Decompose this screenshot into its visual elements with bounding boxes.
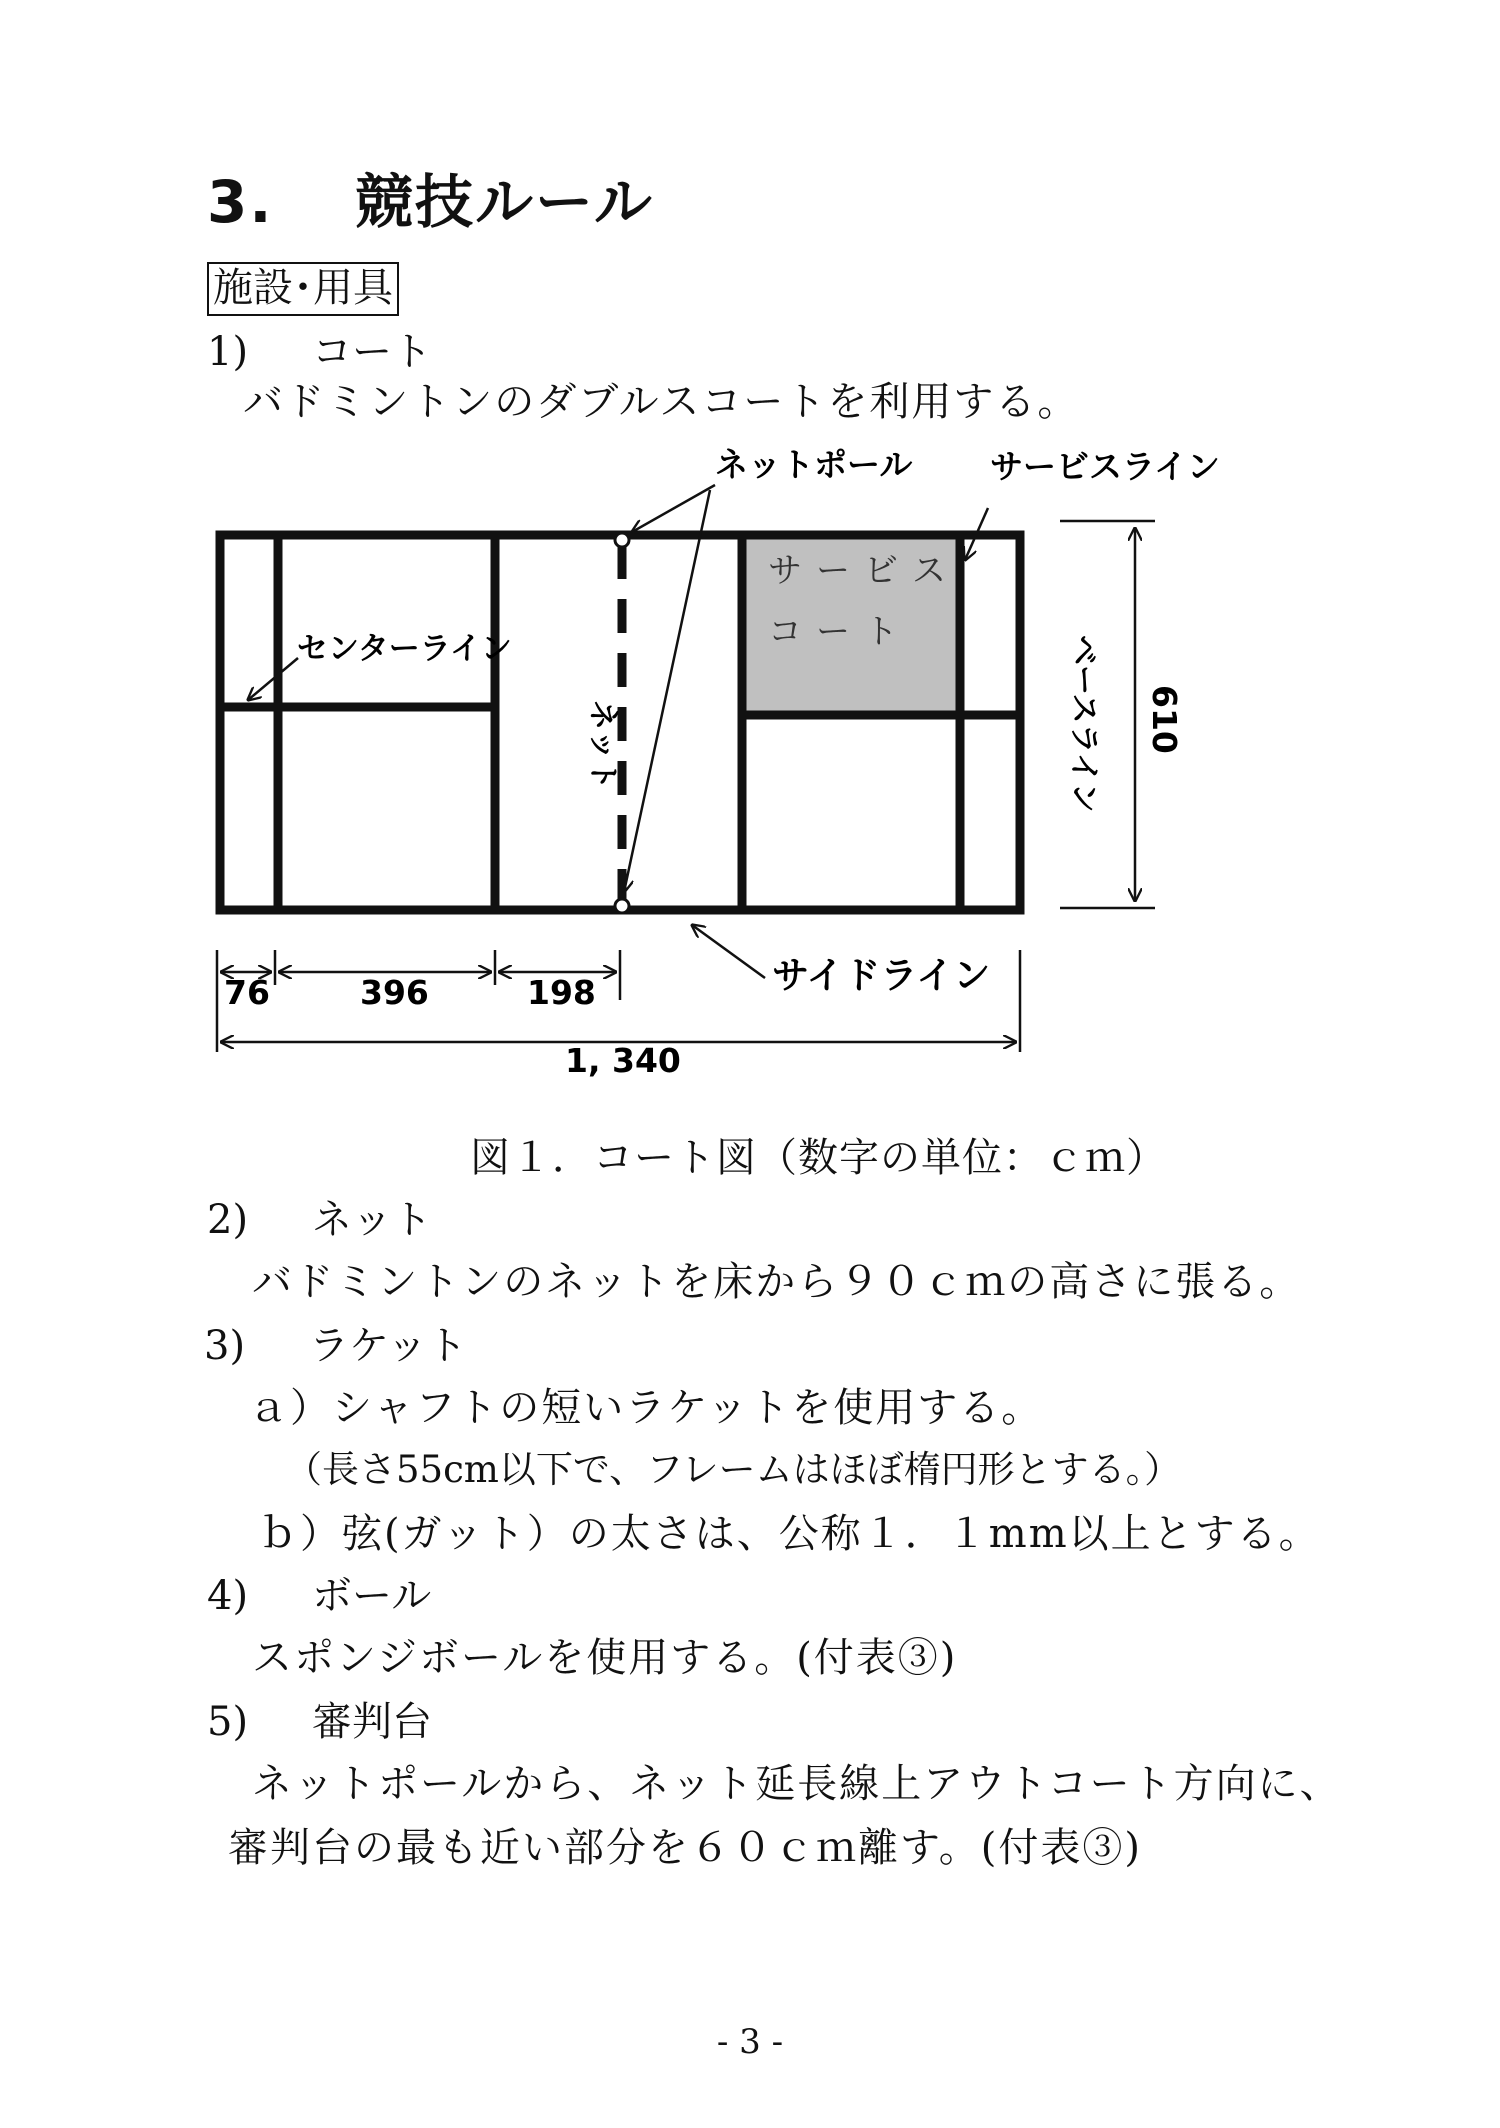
section-heading	[207, 155, 654, 239]
subsection-title: 審判台	[312, 1699, 432, 1745]
subsection-court-heading	[207, 328, 432, 376]
base-line-label: ベースライン	[1066, 635, 1101, 813]
dim-76: 76	[224, 973, 270, 1012]
dim-396: 396	[360, 973, 429, 1012]
subsection-umpire-chair-heading	[207, 1698, 432, 1746]
net-label: ネット	[585, 700, 620, 790]
court-description: バドミントンのダブルスコートを利用する。	[243, 379, 1080, 425]
section-title: 競技ルール	[355, 168, 654, 236]
subsection-number: 4)	[207, 1573, 249, 1619]
racket-rule-b: ｂ）弦(ガット）の太さは、公称１．１mm以上とする。	[258, 1511, 1321, 1557]
center-line-label: センターライン	[297, 631, 512, 667]
court-diagram	[0, 440, 1500, 1100]
ball-description: スポンジボールを使用する。(付表③)	[252, 1635, 958, 1681]
subsection-title: ボール	[312, 1573, 432, 1619]
subsection-number: 2)	[207, 1197, 249, 1243]
net-pole-top	[615, 533, 629, 547]
height-value: 610	[1145, 685, 1184, 754]
subsection-title: コート	[312, 329, 432, 375]
service-court-label-2: コート	[768, 612, 912, 652]
net-pole-label: ネットポール	[715, 445, 913, 484]
boxed-category-label: 施設･用具	[207, 262, 399, 316]
net-pole-bottom-pointer	[624, 490, 710, 892]
dim-198: 198	[527, 973, 596, 1012]
subsection-number: 3)	[204, 1323, 246, 1369]
subsection-title: ラケット	[309, 1323, 467, 1369]
subsection-number: 1)	[207, 329, 249, 375]
net-description: バドミントンのネットを床から９０ｃｍの高さに張る。	[252, 1259, 1302, 1305]
umpire-chair-line-2: 審判台の最も近い部分を６０ｃｍ離す。(付表③)	[228, 1825, 1143, 1871]
subsection-number: 5)	[207, 1699, 249, 1745]
umpire-chair-line-1: ネットポールから、ネット延長線上アウトコート方向に、	[252, 1761, 1342, 1807]
dim-total: 1, 340	[565, 1041, 681, 1080]
subsection-title: ネット	[312, 1197, 432, 1243]
section-number: 3.	[207, 168, 274, 236]
racket-rule-a: ａ）シャフトの短いラケットを使用する。	[248, 1385, 1044, 1431]
subsection-net-heading	[207, 1196, 432, 1244]
center-line-pointer	[248, 658, 298, 700]
net-pole-bottom	[615, 899, 629, 913]
subsection-ball-heading	[207, 1572, 431, 1620]
racket-rule-a-note: （長さ55cm以下で、フレームはほぼ楕円形とする。）	[285, 1448, 1182, 1491]
side-line-pointer	[692, 925, 765, 978]
service-line-label: サービスライン	[990, 447, 1221, 486]
side-line-label: サイドライン	[772, 954, 991, 997]
figure-caption: 図１．コート図（数字の単位：ｃｍ）	[470, 1135, 1167, 1181]
page-number: - 3 -	[716, 2022, 784, 2062]
service-court-label-1: サービス	[768, 551, 960, 591]
subsection-racket-heading	[204, 1322, 467, 1370]
